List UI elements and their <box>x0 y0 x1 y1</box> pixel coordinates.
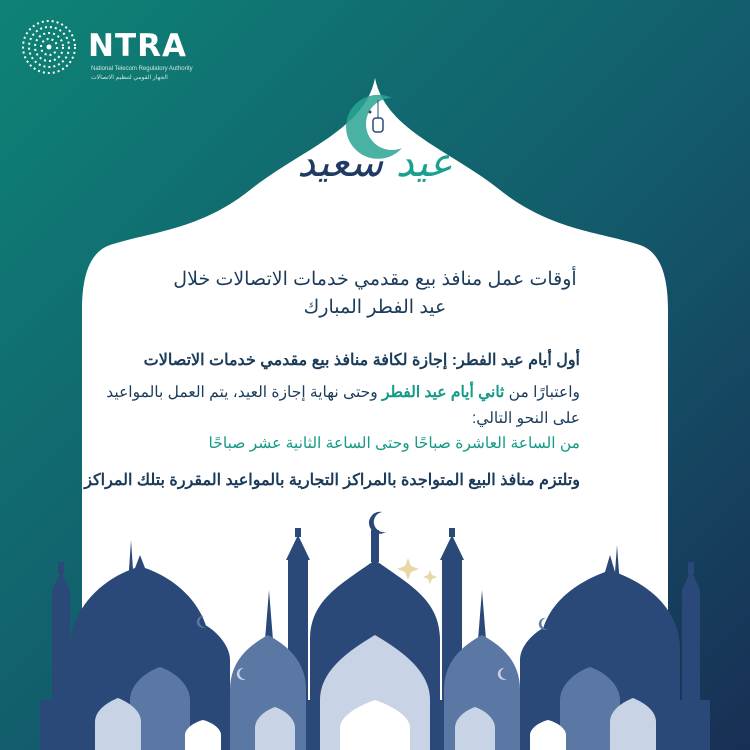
second-day-sentence <box>106 383 580 402</box>
logo-subtitle-ar: الجهاز القومي لتنظيم الاتصالات <box>91 75 168 81</box>
announcement-title <box>150 266 600 322</box>
logo-wordmark: NTRA <box>88 28 187 64</box>
working-hours: من الساعة العاشرة صباحًا وحتى الساعة الثانية عشر صباحًا <box>208 435 580 452</box>
title-line-1: أوقات عمل منافذ بيع مقدمي خدمات الاتصالات خلال <box>173 269 577 290</box>
greeting-word-eid: عيد <box>395 140 453 186</box>
ntra-logo <box>14 12 214 82</box>
title-line-2: عيد الفطر المبارك <box>303 297 447 318</box>
first-day-note: أول أيام عيد الفطر: إجازة لكافة منافذ بيع مقدمي خدمات الاتصالات <box>143 352 580 369</box>
from-label: واعتبارًا من <box>508 384 580 401</box>
schedule-continuation-2: على النحو التالي: <box>471 410 580 427</box>
malls-note: وتلتزم منافذ البيع المتواجدة بالمراكز التجارية بالمواعيد المقررة بتلك المراكز <box>84 472 580 489</box>
greeting-word-saeed: سعيد <box>297 140 384 186</box>
eid-greeting-calligraphy <box>0 140 750 186</box>
logo-subtitle-en: National Telecom Regulatory Authority <box>91 66 193 72</box>
schedule-continuation: وحتى نهاية إجازة العيد، يتم العمل بالمواعيد <box>106 384 378 401</box>
second-day-highlight: ثاني أيام عيد الفطر <box>382 384 505 401</box>
logo-dot-sphere-icon <box>14 12 84 82</box>
